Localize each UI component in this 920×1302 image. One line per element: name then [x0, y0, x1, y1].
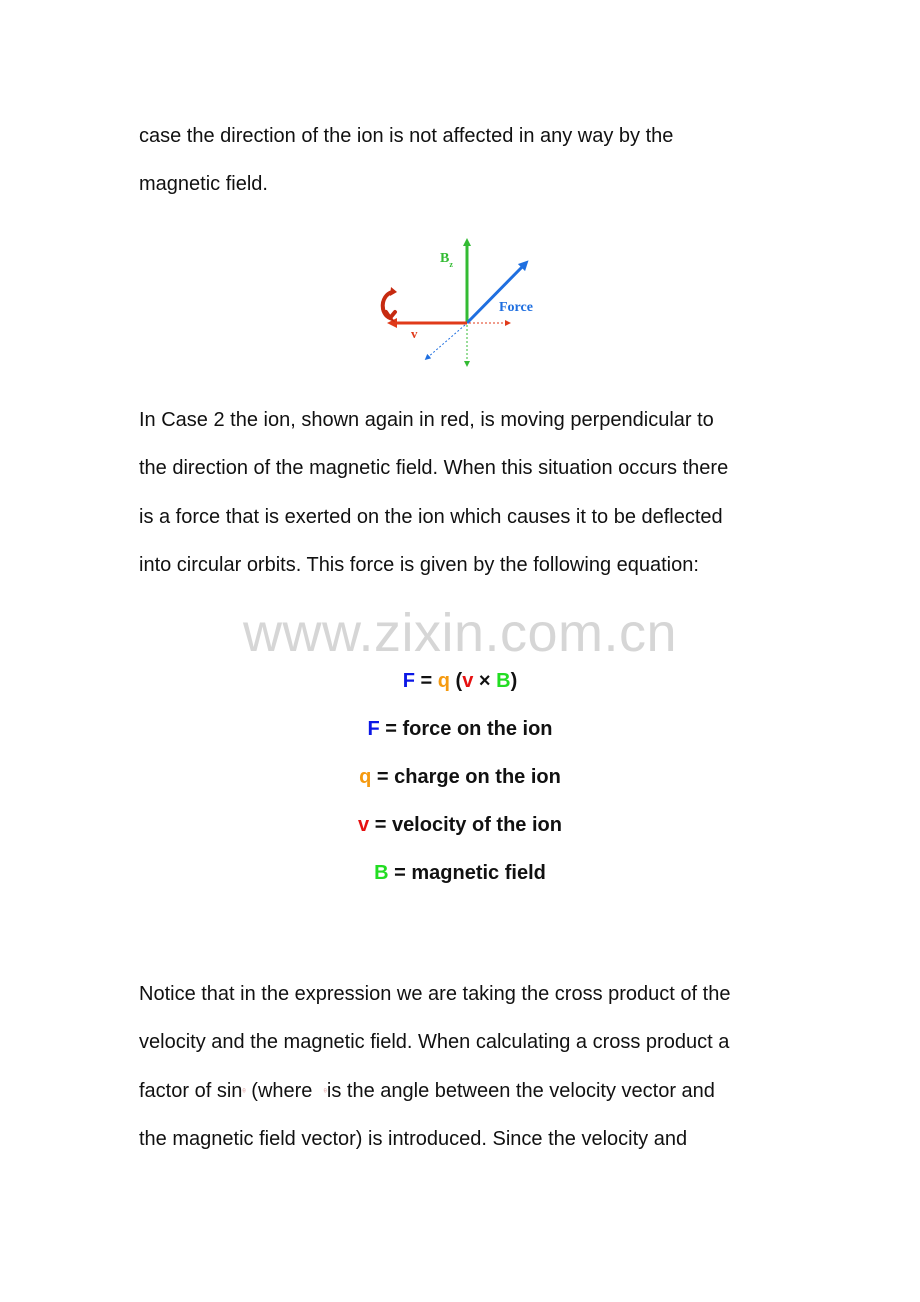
- definition-text: = charge on the ion: [376, 766, 561, 788]
- eq-symbol-b: B: [496, 670, 511, 692]
- paragraph-3: [139, 970, 789, 1163]
- eq-open-paren: (: [455, 670, 463, 692]
- definition-symbol: B: [374, 862, 389, 884]
- paragraph-line: the direction of the magnetic field. When this situation occurs there: [139, 457, 729, 480]
- paragraph-line: the magnetic field vector) is introduced. Since the velocity and: [139, 1127, 688, 1150]
- definition-symbol: v: [358, 814, 370, 836]
- definition-text: = force on the ion: [385, 718, 553, 740]
- force-dotted-down: [427, 325, 465, 358]
- theta-glyph: θ: [242, 1088, 246, 1095]
- v-label: v: [411, 326, 418, 341]
- eq-times: ×: [478, 670, 491, 692]
- paragraph-line: case the direction of the ion is not affected in any way by the: [139, 125, 674, 147]
- rotation-icon: [383, 287, 397, 318]
- eq-equals: =: [420, 670, 433, 692]
- paragraph-line: Notice that in the expression we are taking the cross product of the: [139, 983, 731, 1005]
- text-segment: factor of sin: [139, 1079, 243, 1102]
- theta-glyph: θ: [323, 1088, 327, 1095]
- watermark: www.zixin.com.cn: [242, 603, 678, 663]
- definition-velocity: [0, 814, 920, 837]
- text-segment: (where: [245, 1079, 318, 1102]
- paragraph-line: [139, 1067, 789, 1115]
- definition-text: = velocity of the ion: [374, 814, 562, 836]
- definition-charge: [0, 766, 920, 789]
- paragraph-1: [139, 112, 789, 209]
- definition-magnetic-field: [0, 862, 920, 885]
- paragraph-line: In Case 2 the ion, shown again in red, is moving perpendicular to: [139, 409, 714, 431]
- bz-label: $B_z$: [440, 251, 453, 269]
- eq-symbol-v: v: [462, 670, 474, 692]
- definition-force: [0, 718, 920, 741]
- eq-close-paren: ): [510, 670, 518, 692]
- paragraph-line: into circular orbits. This force is given by the following equation:: [139, 553, 699, 576]
- definition-symbol: q: [359, 766, 372, 788]
- paragraph-line: velocity and the magnetic field. When calculating a cross product a: [139, 1031, 730, 1054]
- paragraph-2: [139, 396, 789, 589]
- definition-text: = magnetic field: [394, 862, 546, 884]
- eq-symbol-f: F: [402, 670, 415, 692]
- paragraph-line: magnetic field.: [139, 173, 268, 196]
- definition-symbol: F: [367, 718, 380, 740]
- magnetic-force-diagram: [370, 232, 550, 372]
- text-segment: is the angle between the velocity vector and: [326, 1079, 715, 1102]
- force-label: Force: [499, 300, 533, 315]
- force-equation: [0, 670, 920, 693]
- paragraph-line: is a force that is exerted on the ion which causes it to be deflected: [139, 505, 723, 528]
- eq-symbol-q: q: [437, 670, 450, 692]
